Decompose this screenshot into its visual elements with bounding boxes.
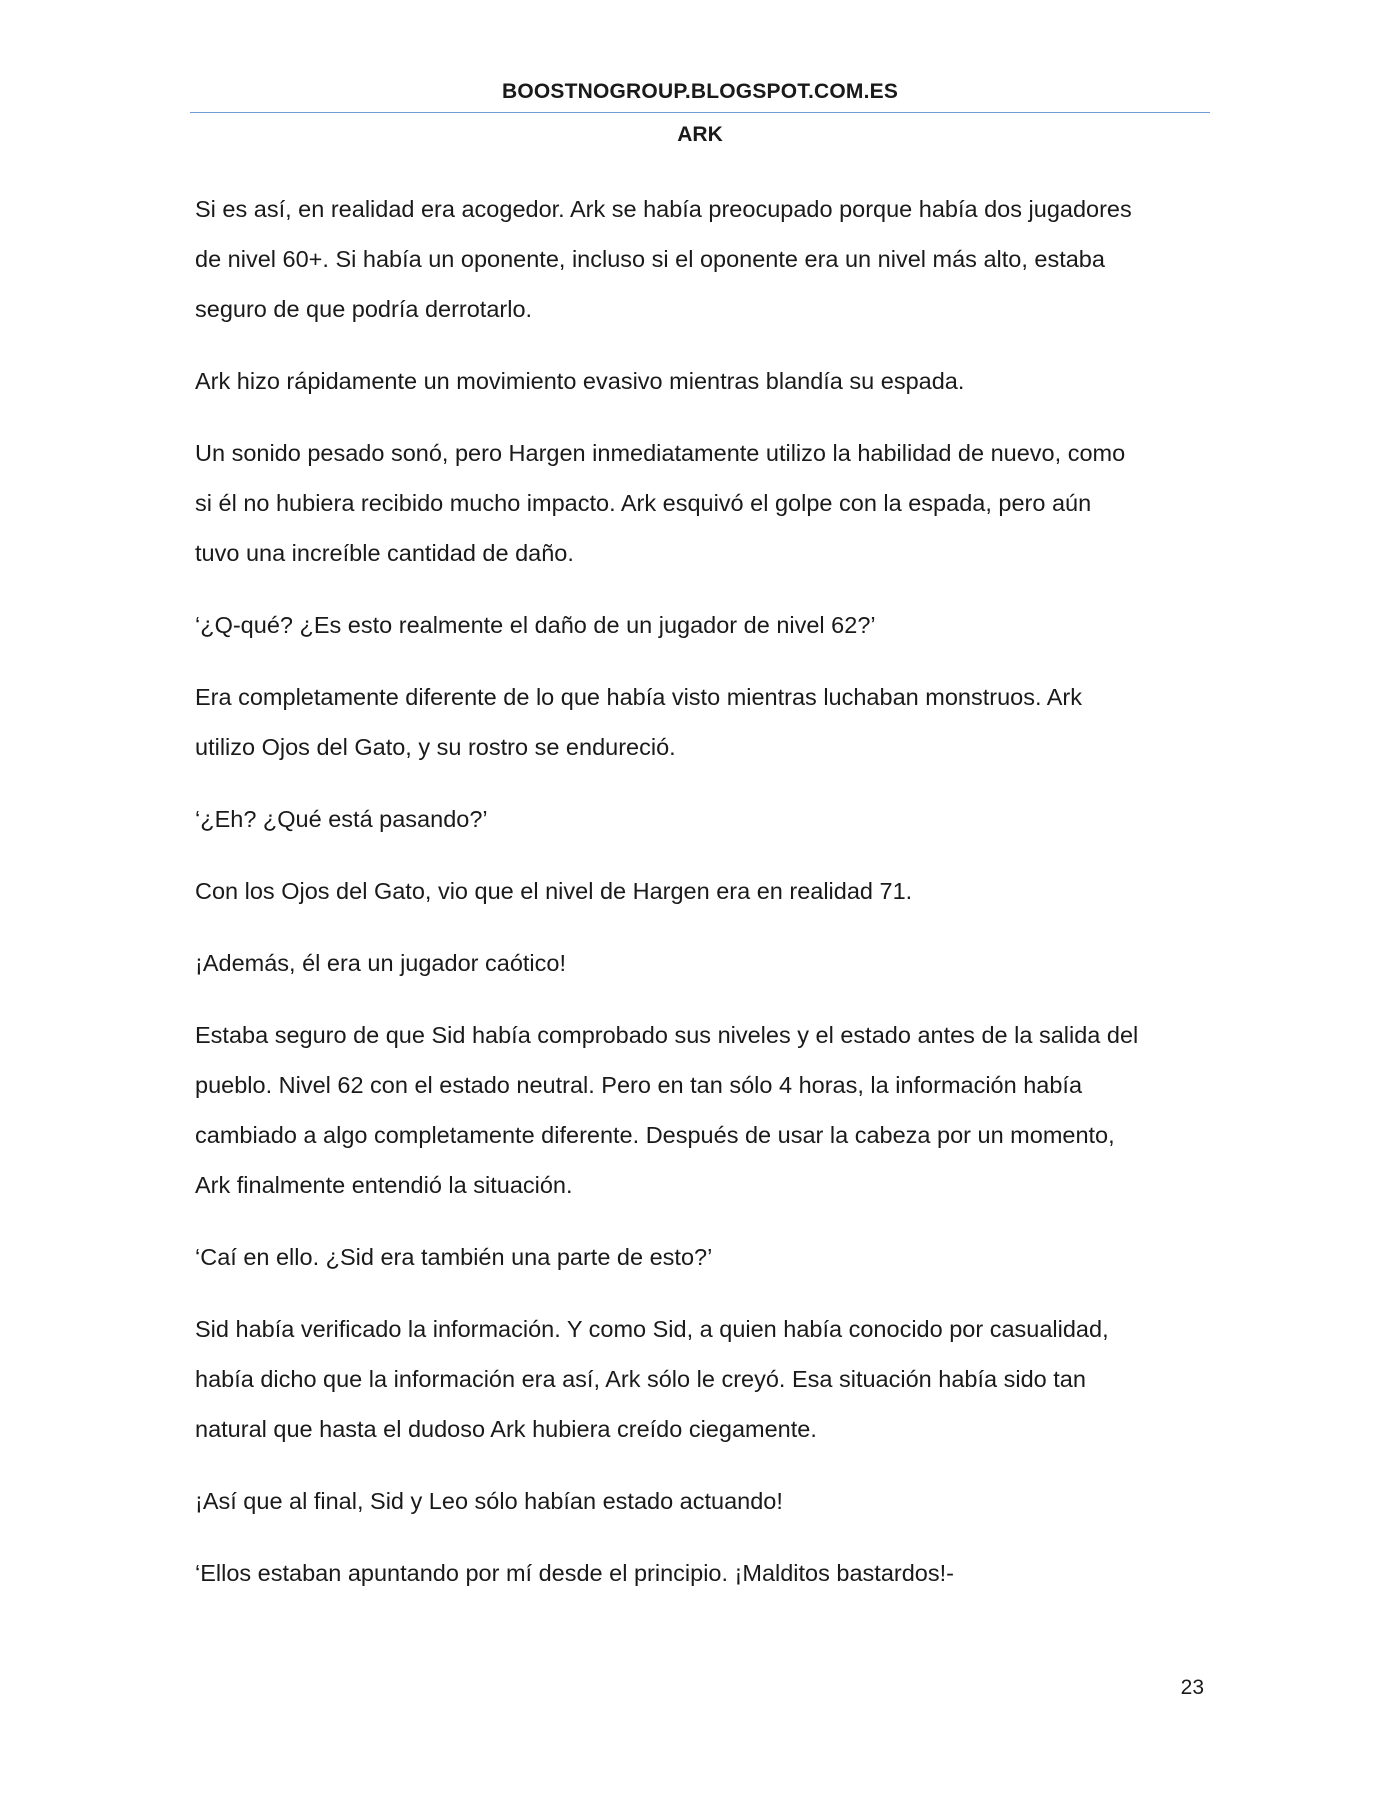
text-line: Un sonido pesado sonó, pero Hargen inmediatamente utilizo la habilidad de nuevo, como xyxy=(195,440,1126,466)
text-line: si él no hubiera recibido mucho impacto. Ark esquivó el golpe con la espada, pero aún xyxy=(195,490,1092,516)
text-line: pueblo. Nivel 62 con el estado neutral. Pero en tan sólo 4 horas, la información había xyxy=(195,1072,1083,1098)
text-line: tuvo una increíble cantidad de daño. xyxy=(195,540,574,566)
text-line: ‘¿Eh? ¿Qué está pasando?’ xyxy=(195,806,488,832)
paragraph xyxy=(195,1476,1205,1526)
text-line: Ark finalmente entendió la situación. xyxy=(195,1172,573,1198)
book-title: ARK xyxy=(677,123,723,146)
text-line: seguro de que podría derrotarlo. xyxy=(195,296,533,322)
paragraph xyxy=(195,1304,1205,1454)
paragraph xyxy=(195,1010,1205,1210)
body-text xyxy=(195,184,1205,1620)
text-line: cambiado a algo completamente diferente. Después de usar la cabeza por un momento, xyxy=(195,1122,1115,1148)
paragraph xyxy=(195,866,1205,916)
paragraph xyxy=(195,600,1205,650)
text-line: Si es así, en realidad era acogedor. Ark se había preocupado porque había dos jugadores xyxy=(195,196,1132,222)
text-line: Con los Ojos del Gato, vio que el nivel de Hargen era en realidad 71. xyxy=(195,878,913,904)
paragraph xyxy=(195,1232,1205,1282)
page-header xyxy=(190,78,1210,149)
paragraph xyxy=(195,672,1205,772)
paragraph xyxy=(195,794,1205,844)
header-divider xyxy=(190,112,1210,113)
site-title: BOOSTNOGROUP.BLOGSPOT.COM.ES xyxy=(501,80,899,103)
text-line: Ark hizo rápidamente un movimiento evasivo mientras blandía su espada. xyxy=(195,368,965,394)
paragraph xyxy=(195,1548,1205,1598)
paragraph xyxy=(195,428,1205,578)
text-line: utilizo Ojos del Gato, y su rostro se endureció. xyxy=(195,734,676,760)
text-line: Era completamente diferente de lo que había visto mientras luchaban monstruos. Ark xyxy=(195,684,1082,710)
paragraph xyxy=(195,356,1205,406)
text-line: ¡Además, él era un jugador caótico! xyxy=(195,950,566,976)
paragraph xyxy=(195,184,1205,334)
page-number: 23 xyxy=(1180,1676,1204,1699)
text-line: Estaba seguro de que Sid había comprobado sus niveles y el estado antes de la salida del xyxy=(195,1022,1139,1048)
text-line: de nivel 60+. Si había un oponente, incluso si el oponente era un nivel más alto, estaba xyxy=(195,246,1105,272)
text-line: ¡Así que al final, Sid y Leo sólo habían estado actuando! xyxy=(195,1488,783,1514)
paragraph xyxy=(195,938,1205,988)
text-line: había dicho que la información era así, Ark sólo le creyó. Esa situación había sido tan xyxy=(195,1366,1086,1392)
text-line: ‘Caí en ello. ¿Sid era también una parte de esto?’ xyxy=(195,1244,713,1270)
text-line: ‘Ellos estaban apuntando por mí desde el principio. ¡Malditos bastardos!- xyxy=(195,1560,954,1586)
text-line: ‘¿Q-qué? ¿Es esto realmente el daño de un jugador de nivel 62?’ xyxy=(195,612,876,638)
text-line: Sid había verificado la información. Y como Sid, a quien había conocido por casualidad, xyxy=(195,1316,1109,1342)
text-line: natural que hasta el dudoso Ark hubiera creído ciegamente. xyxy=(195,1416,817,1442)
